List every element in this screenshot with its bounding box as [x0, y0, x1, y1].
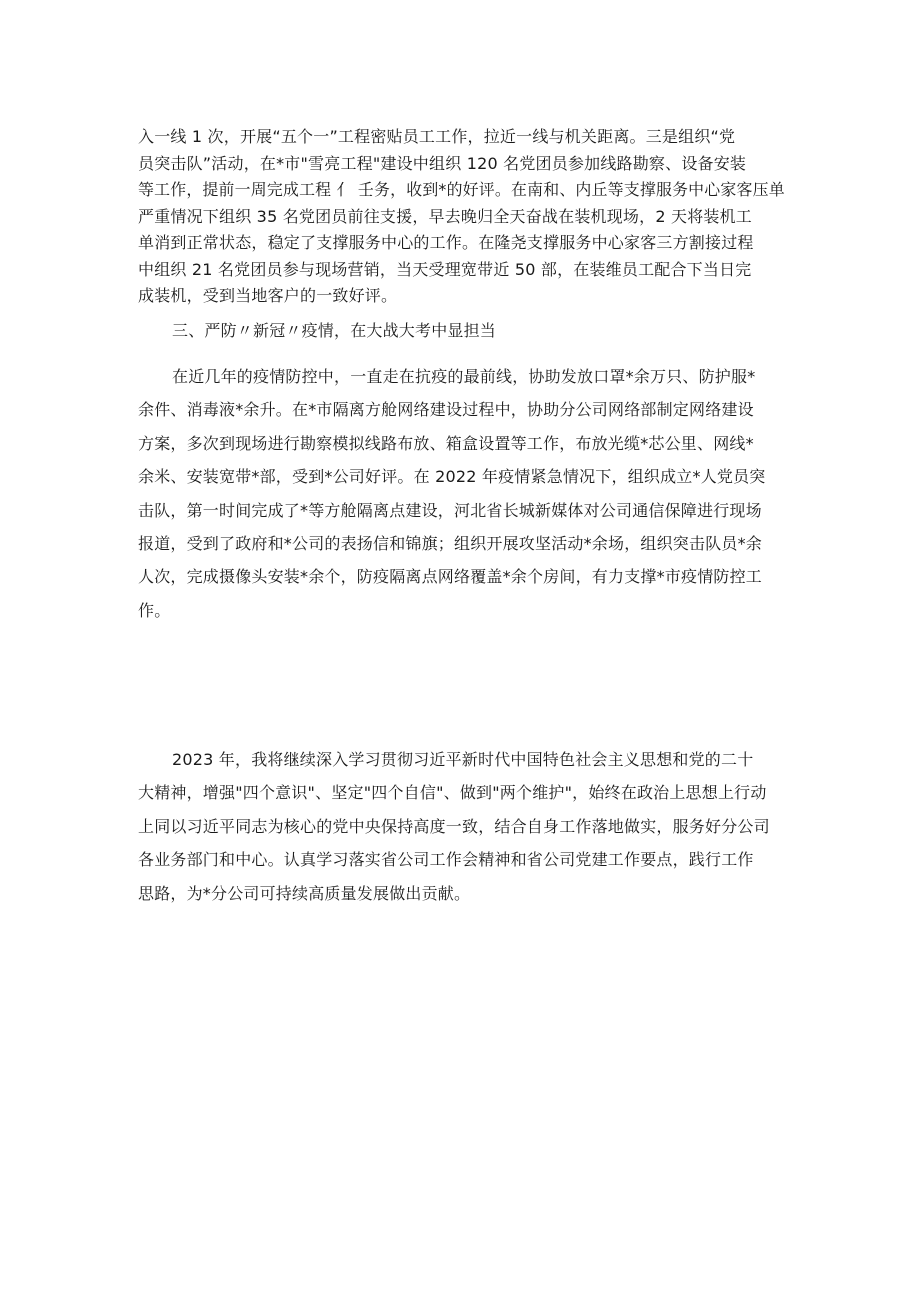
text-line: 2023 年，我将继续深入学习贯彻习近平新时代中国特色社会主义思想和党的二十	[172, 750, 754, 769]
text-line: 员突击队”活动，在*市"雪亮工程"建设中组织 120 名党团员参加线路勘察、设备安装	[138, 153, 747, 173]
text-line: 等工作，提前一周完成工程 亻 壬务，收到*的好评。在南和、内丘等支撑服务中心家客压单	[138, 180, 785, 199]
text-line: 作。	[138, 600, 171, 620]
text-line: 各业务部门和中心。认真学习落实省公司工作会精神和省公司党建工作要点，践行工作	[138, 850, 754, 870]
paragraph-2023-plan	[138, 743, 786, 910]
text-line: 报道，受到了政府和*公司的表扬信和锦旗；组织开展攻坚活动*余场，组织突击队员*余	[138, 534, 763, 554]
text-line: 击队，第一时间完成了*等方舱隔离点建设，河北省长城新媒体对公司通信保障进行现场	[138, 500, 762, 520]
text-line: 余米、安装宽带*部，受到*公司好评。在 2022 年疫情紧急情况下，组织成立*人党员突	[138, 467, 766, 487]
text-line: 中组织 21 名党团员参与现场营销，当天受理宽带近 50 部，在装维员工配合下当日完	[138, 259, 752, 279]
text-line: 人次，完成摄像头安装*余个，防疫隔离点网络覆盖*余个房间，有力支撑*市疫情防控工	[138, 567, 763, 587]
text-line: 入一线 1 次，开展“五个一”工程密贴员工工作，拉近一线与机关距离。三是组织“党	[138, 127, 736, 146]
text-line: 上同以习近平同志为核心的党中央保持高度一致，结合自身工作落地做实，服务好分公司	[138, 816, 770, 836]
text-line: 单消到正常状态，稳定了支撑服务中心的工作。在隆尧支撑服务中心家客三方割接过程	[138, 233, 754, 252]
section-heading: 三、严防〃新冠〃疫情，在大战大考中显担当	[172, 321, 497, 340]
paragraph-epidemic	[138, 360, 786, 627]
paragraph-continuation	[138, 124, 786, 310]
text-line: 余件、消毒液*余升。在*市隔离方舱网络建设过程中，协助分公司网络部制定网络建设	[138, 400, 754, 420]
text-line: 成装机，受到当地客户的一致好评。	[138, 286, 398, 305]
text-line: 思路，为*分公司可持续高质量发展做出贡献。	[138, 883, 471, 903]
text-line: 在近几年的疫情防控中，一直走在抗疫的最前线，协助发放口罩*余万只、防护服*	[172, 367, 756, 386]
text-line: 严重情况下组织 35 名党团员前往支援，早去晚归全天奋战在装机现场，2 天将装机工	[138, 206, 752, 226]
text-line: 大精神，增强"四个意识"、坚定"四个自信"、做到"两个维护"，始终在政治上思想上行动	[138, 783, 767, 803]
text-line: 方案，多次到现场进行勘察模拟线路布放、箱盒设置等工作，布放光缆*芯公里、网线*	[138, 433, 754, 453]
